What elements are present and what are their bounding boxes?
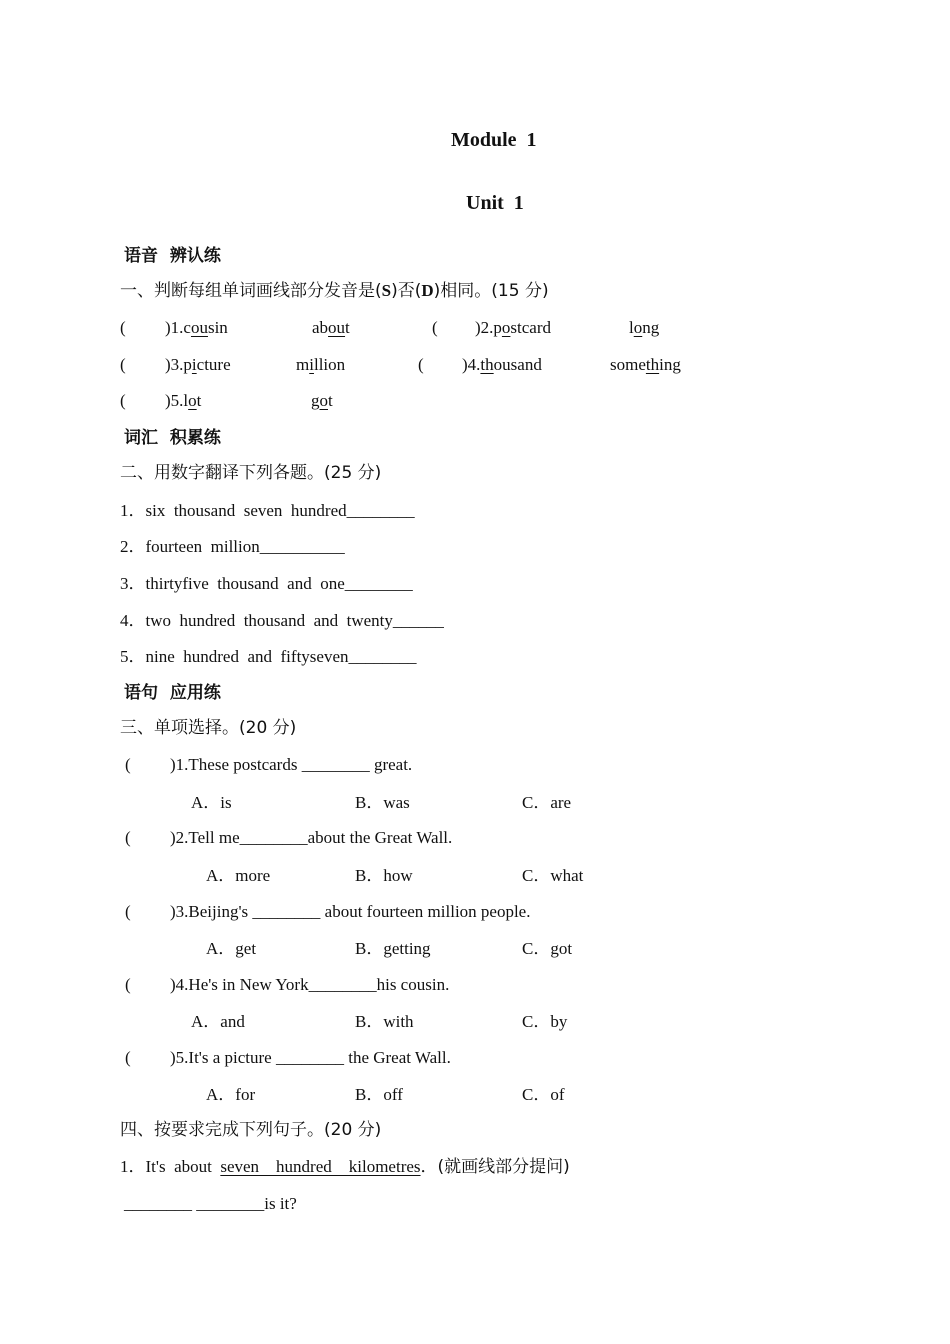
rewrite-answer-1[interactable]: ________ ________is it?: [124, 1194, 297, 1213]
phonics-word-2: got: [311, 391, 333, 410]
unit-title: Unit 1: [466, 192, 524, 214]
phonics-item-2: )2.postcard: [475, 318, 552, 337]
option-b[interactable]: B．how: [355, 866, 413, 885]
option-a[interactable]: A．more: [206, 866, 271, 885]
option-c[interactable]: C．got: [522, 939, 573, 958]
translation-item[interactable]: 5．nine hundred and fiftyseven________: [120, 647, 417, 666]
rewrite-question-1: 1．It's about seven hundred kilometres．(就画线部分提问): [120, 1157, 570, 1177]
translation-item[interactable]: 3．thirtyfive thousand and one________: [120, 574, 413, 593]
section-tag-sentences: 语句 应用练: [124, 683, 221, 703]
phonics-word-2: long: [629, 318, 660, 337]
answer-paren[interactable]: (: [125, 828, 131, 847]
section-4-heading: 四、按要求完成下列句子。(20 分): [120, 1120, 382, 1140]
section-tag-phonics: 语音 辨认练: [124, 246, 221, 266]
option-c[interactable]: C．are: [522, 793, 572, 812]
option-b[interactable]: B．was: [355, 793, 410, 812]
translation-item[interactable]: 1．six thousand seven hundred________: [120, 501, 415, 520]
option-b[interactable]: B．off: [355, 1085, 403, 1104]
section-3-heading: 三、单项选择。(20 分): [120, 718, 297, 738]
phonics-item-5: )5.lot: [165, 391, 202, 410]
section-2-heading: 二、用数字翻译下列各题。(25 分): [120, 463, 382, 483]
option-c[interactable]: C．what: [522, 866, 584, 885]
translation-item[interactable]: 2．fourteen million__________: [120, 537, 345, 556]
answer-paren[interactable]: (: [120, 318, 126, 337]
answer-paren[interactable]: (: [125, 1048, 131, 1067]
option-b[interactable]: B．with: [355, 1012, 414, 1031]
answer-paren[interactable]: (: [125, 975, 131, 994]
answer-paren[interactable]: (: [120, 391, 126, 410]
option-a[interactable]: A．and: [191, 1012, 245, 1031]
section-tag-vocabulary: 词汇 积累练: [124, 428, 221, 448]
answer-paren[interactable]: (: [125, 902, 131, 921]
question-stem: )2.Tell me________about the Great Wall.: [170, 828, 453, 847]
page-title: Module 1: [451, 129, 537, 151]
translation-item[interactable]: 4．two hundred thousand and twenty______: [120, 611, 444, 630]
question-stem: )1.These postcards ________ great.: [170, 755, 413, 774]
option-b[interactable]: B．getting: [355, 939, 431, 958]
answer-paren[interactable]: (: [120, 355, 126, 374]
phonics-word-2: something: [610, 355, 681, 374]
question-stem: )5.It's a picture ________ the Great Wall.: [170, 1048, 451, 1067]
section-1-heading: 一、判断每组单词画线部分发音是(S)否(D)相同。(15 分): [120, 281, 549, 301]
option-a[interactable]: A．is: [191, 793, 232, 812]
answer-paren[interactable]: (: [432, 318, 438, 337]
option-a[interactable]: A．get: [206, 939, 257, 958]
option-c[interactable]: C．by: [522, 1012, 568, 1031]
answer-paren[interactable]: (: [418, 355, 424, 374]
phonics-item-4: )4.thousand: [462, 355, 542, 374]
option-c[interactable]: C．of: [522, 1085, 565, 1104]
phonics-item-1: )1.cousin: [165, 318, 228, 337]
phonics-word-2: about: [312, 318, 350, 337]
answer-paren[interactable]: (: [125, 755, 131, 774]
phonics-item-3: )3.picture: [165, 355, 231, 374]
phonics-word-2: million: [296, 355, 346, 374]
option-a[interactable]: A．for: [206, 1085, 256, 1104]
question-stem: )4.He's in New York________his cousin.: [170, 975, 450, 994]
question-stem: )3.Beijing's ________ about fourteen million people.: [170, 902, 531, 921]
